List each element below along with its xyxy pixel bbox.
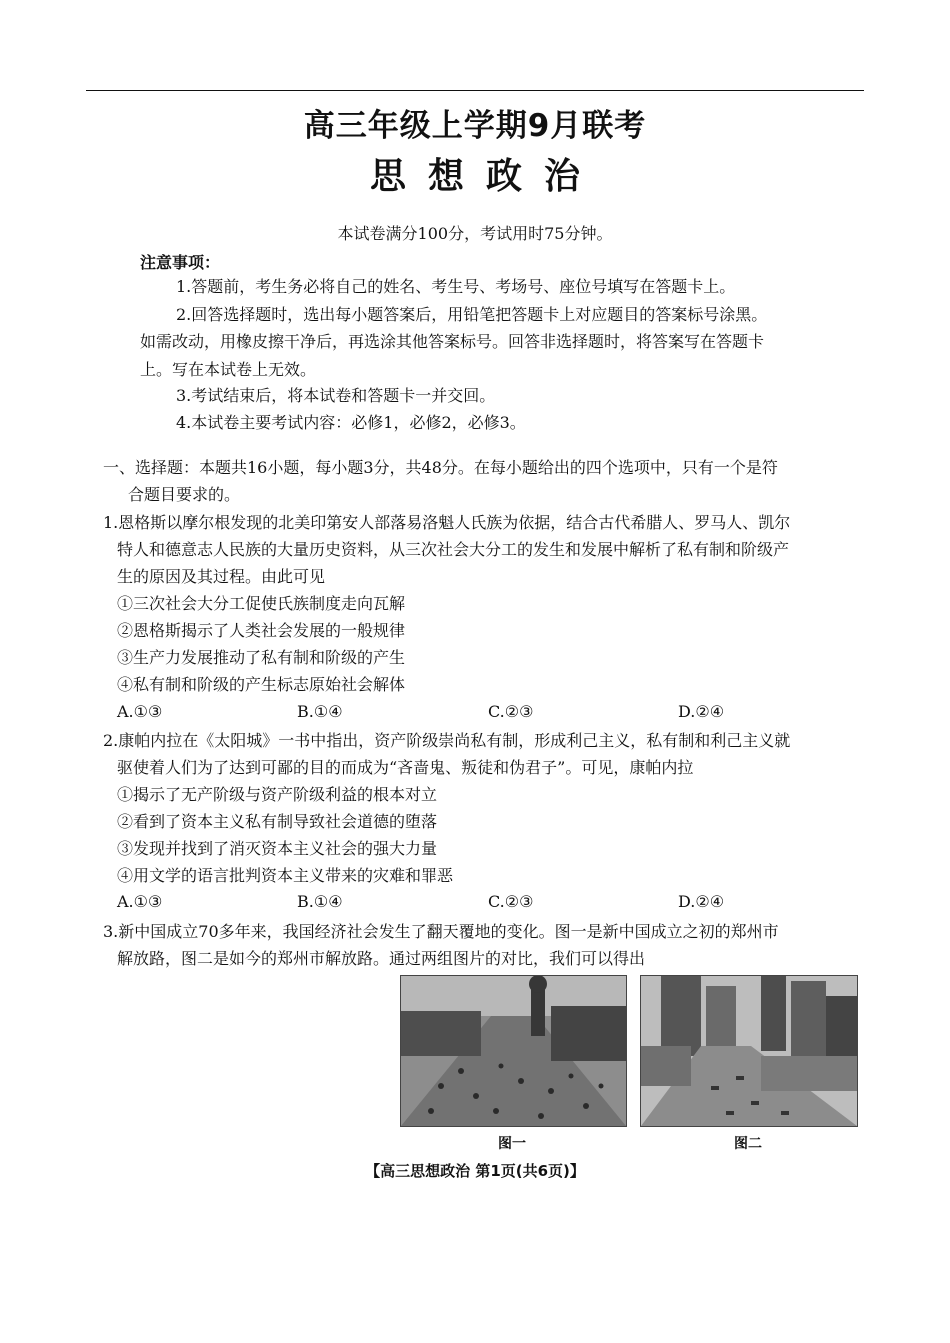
- q2-item: ②看到了资本主义私有制导致社会道德的堕落: [117, 812, 438, 831]
- notice-line: 2.回答选择题时，选出每小题答案后，用铅笔把答题卡上对应题目的答案标号涂黑。: [176, 305, 768, 324]
- q2-option-d: D.②④: [678, 892, 725, 911]
- subject-title: 思想政治: [369, 156, 602, 197]
- top-rule: [86, 90, 864, 91]
- q1-option-c: C.②③: [488, 702, 534, 721]
- q2-option-b: B.①④: [297, 892, 343, 911]
- photo-modern-jiefang-road: [640, 975, 858, 1127]
- notice-line: 1.答题前，考生务必将自己的姓名、考生号、考场号、座位号填写在答题卡上。: [176, 277, 736, 296]
- exam-info: 本试卷满分100分，考试用时75分钟。: [337, 224, 613, 243]
- modern-street-image: [641, 976, 857, 1126]
- q2-stem: 驱使着人们为了达到可鄙的目的而成为“吝啬鬼、叛徒和伪君子”。可见，康帕内拉: [117, 758, 694, 777]
- notice-line: 如需改动，用橡皮擦干净后，再选涂其他答案标号。回答非选择题时，将答案写在答题卡: [140, 332, 765, 351]
- q2-item: ④用文学的语言批判资本主义带来的灾难和罪恶: [117, 866, 454, 885]
- notice-line: 上。写在本试卷上无效。: [140, 360, 317, 379]
- q1-option-b: B.①④: [297, 702, 343, 721]
- q1-item: ①三次社会大分工促使氏族制度走向瓦解: [117, 594, 406, 613]
- q2-option-a: A.①③: [117, 892, 163, 911]
- q2-item: ③发现并找到了消灭资本主义社会的强大力量: [117, 839, 438, 858]
- q1-stem: 生的原因及其过程。由此可见: [117, 567, 326, 586]
- caption-figure-1: 图一: [498, 1136, 526, 1152]
- q3-stem: 解放路，图二是如今的郑州市解放路。通过两组图片的对比，我们可以得出: [117, 949, 646, 968]
- caption-figure-2: 图二: [734, 1136, 762, 1152]
- q1-stem: 特人和德意志人民族的大量历史资料，从三次社会大分工的发生和发展中解析了私有制和阶级产: [117, 540, 790, 559]
- q1-option-a: A.①③: [117, 702, 163, 721]
- q1-option-d: D.②④: [678, 702, 725, 721]
- q1-stem: 1.恩格斯以摩尔根发现的北美印第安人部落易洛魁人氏族为依据，结合古代希腊人、罗马人、凯尔: [103, 513, 791, 532]
- notice-heading: 注意事项：: [140, 253, 221, 272]
- q1-item: ③生产力发展推动了私有制和阶级的产生: [117, 648, 406, 667]
- notice-line: 4.本试卷主要考试内容：必修1，必修2，必修3。: [176, 413, 526, 432]
- q3-stem: 3.新中国成立70多年来，我国经济社会发生了翻天覆地的变化。图一是新中国成立之初的郑州市: [103, 922, 779, 941]
- q2-stem: 2.康帕内拉在《太阳城》一书中指出，资产阶级崇尚私有制，形成利己主义，私有制和利己主义就: [103, 731, 791, 750]
- section-heading: 一、选择题：本题共16小题，每小题3分，共48分。在每小题给出的四个选项中，只有一个是符: [103, 458, 778, 477]
- q2-option-c: C.②③: [488, 892, 534, 911]
- q1-item: ④私有制和阶级的产生标志原始社会解体: [117, 675, 406, 694]
- exam-title: 高三年级上学期9月联考: [303, 108, 647, 144]
- q2-item: ①揭示了无产阶级与资产阶级利益的根本对立: [117, 785, 438, 804]
- q1-item: ②恩格斯揭示了人类社会发展的一般规律: [117, 621, 406, 640]
- photo-old-jiefang-road: [400, 975, 627, 1127]
- notice-line: 3.考试结束后，将本试卷和答题卡一并交回。: [176, 386, 496, 405]
- section-heading-cont: 合题目要求的。: [128, 485, 241, 504]
- old-street-image: [401, 976, 626, 1126]
- page-footer: 【高三思想政治 第1页(共6页)】: [365, 1162, 585, 1180]
